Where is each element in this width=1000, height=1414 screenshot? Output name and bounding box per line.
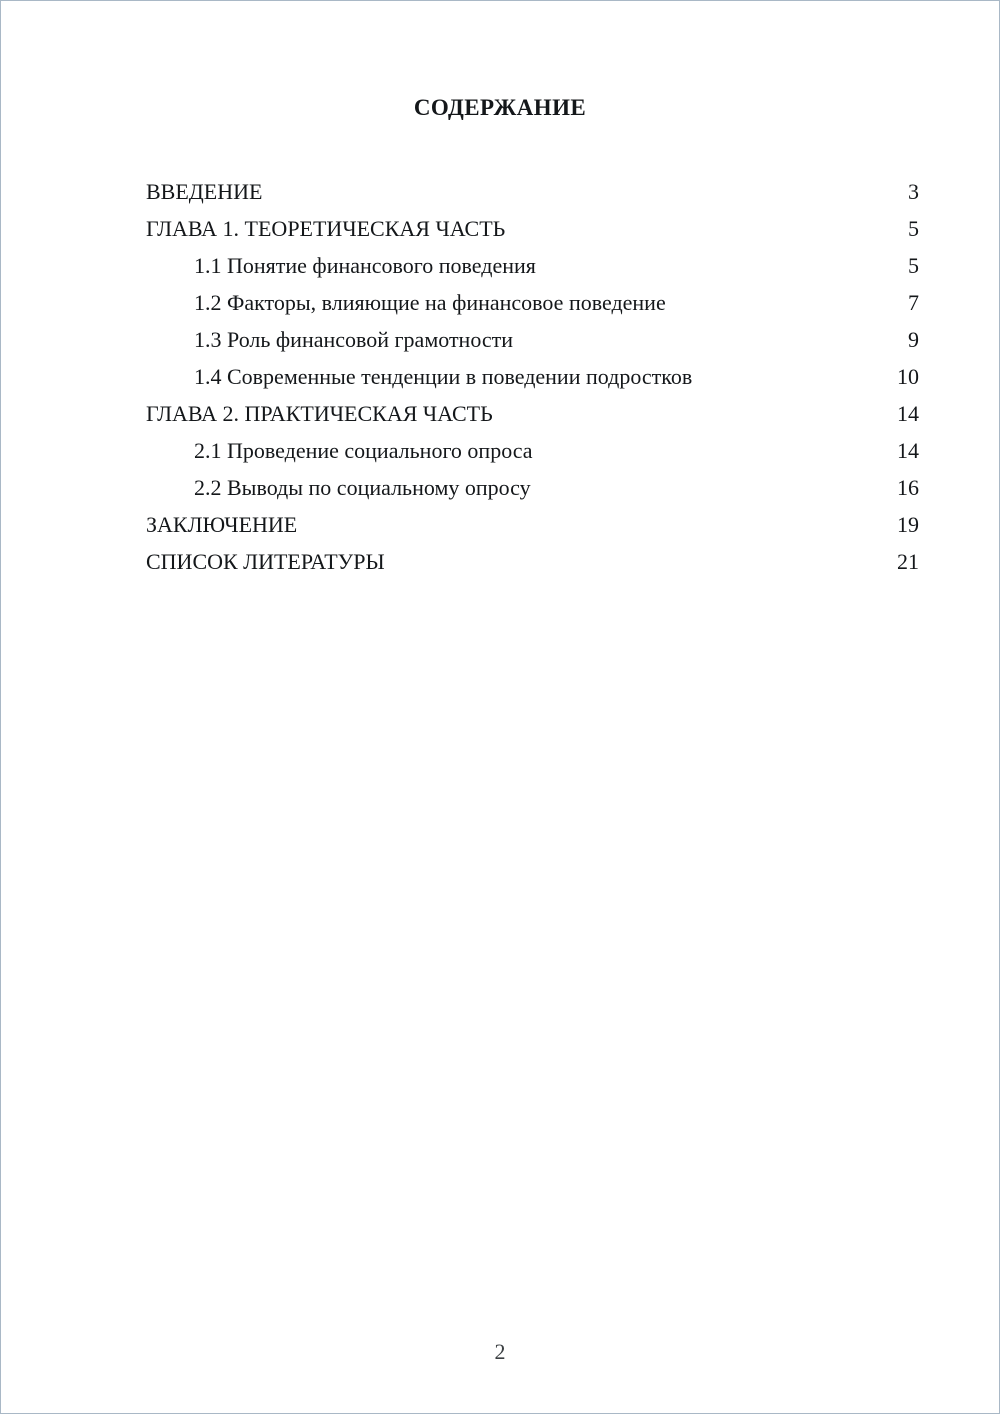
toc-entry-label: ГЛАВА 1. ТЕОРЕТИЧЕСКАЯ ЧАСТЬ — [146, 216, 506, 241]
toc-entry-label: ЗАКЛЮЧЕНИЕ — [146, 512, 298, 537]
toc-entry-label: 1.3 Роль финансовой грамотности — [194, 327, 514, 352]
toc-entry — [146, 432, 919, 469]
toc-entry — [146, 321, 919, 358]
toc-entry-page-number: 5 — [908, 216, 919, 241]
toc-entry — [146, 173, 919, 210]
toc-entry-label: 1.1 Понятие финансового поведения — [194, 253, 536, 278]
page-title: СОДЕРЖАНИЕ — [413, 95, 587, 120]
toc-entry-label: 1.4 Современные тенденции в поведении подростков — [194, 364, 693, 389]
toc-entry-label: 2.1 Проведение социального опроса — [194, 438, 533, 463]
toc-entry — [146, 543, 919, 580]
toc-entry-page-number: 5 — [908, 253, 919, 278]
toc-entry-label: СПИСОК ЛИТЕРАТУРЫ — [146, 549, 385, 574]
table-of-contents — [1, 173, 999, 580]
toc-entry — [146, 506, 919, 543]
toc-entry-page-number: 10 — [897, 364, 919, 389]
toc-entry-page-number: 9 — [908, 327, 919, 352]
toc-entry-label: ВВЕДЕНИЕ — [146, 179, 263, 204]
page-number: 2 — [494, 1339, 506, 1364]
toc-entry-page-number: 21 — [897, 549, 919, 574]
toc-entry — [146, 210, 919, 247]
toc-entry — [146, 247, 919, 284]
toc-entry-page-number: 7 — [908, 290, 919, 315]
toc-entry — [146, 395, 919, 432]
toc-entry-page-number: 19 — [897, 512, 919, 537]
toc-entry-label: 2.2 Выводы по социальному опросу — [194, 475, 531, 500]
toc-entry — [146, 469, 919, 506]
toc-entry-page-number: 14 — [897, 438, 919, 463]
toc-entry — [146, 358, 919, 395]
toc-entry-page-number: 16 — [897, 475, 919, 500]
toc-entry-label: ГЛАВА 2. ПРАКТИЧЕСКАЯ ЧАСТЬ — [146, 401, 493, 426]
toc-entry-label: 1.2 Факторы, влияющие на финансовое поведение — [194, 290, 666, 315]
toc-entry — [146, 284, 919, 321]
toc-entry-page-number: 3 — [908, 179, 919, 204]
toc-entry-page-number: 14 — [897, 401, 919, 426]
